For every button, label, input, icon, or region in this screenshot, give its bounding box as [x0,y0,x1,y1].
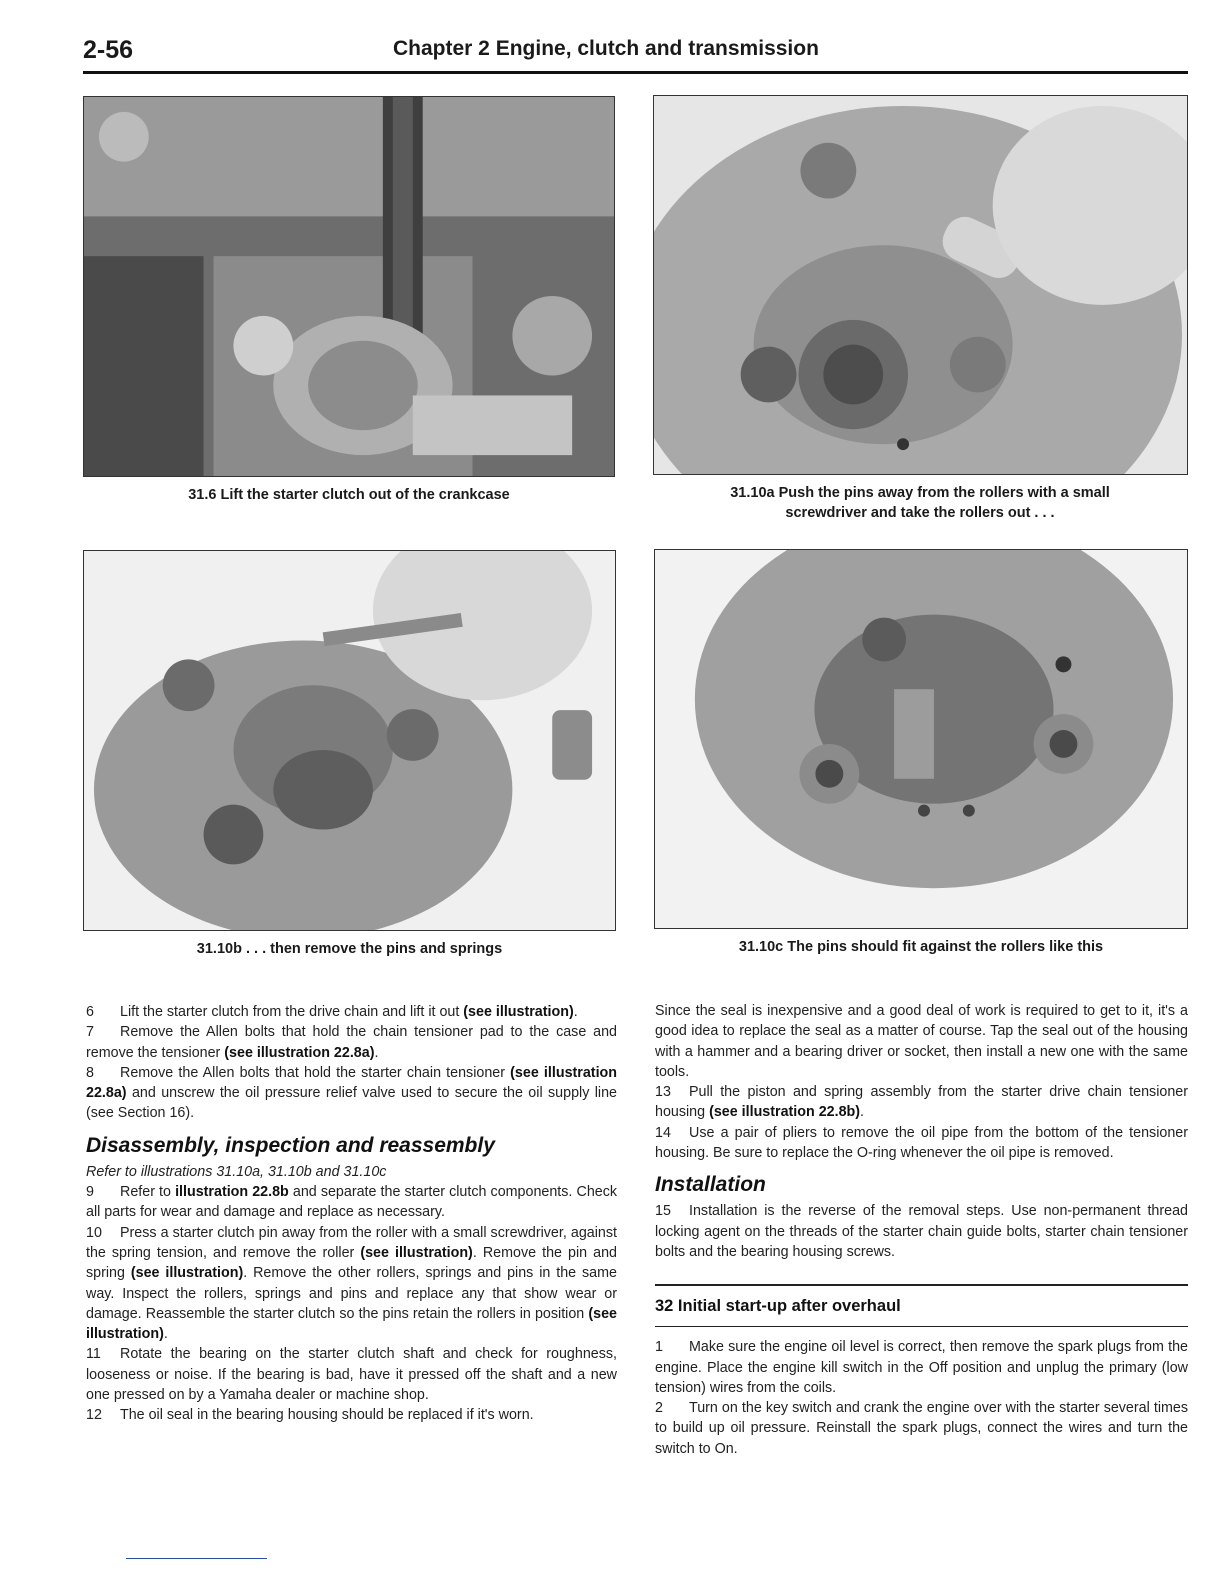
header-rule [83,71,1188,74]
left-text-column [86,1002,617,1426]
paragraph-6: 6 Lift the starter clutch from the drive chain and lift it out (see illustration). [86,1004,578,1020]
chapter-title: Chapter 2 Engine, clutch and transmission [393,37,819,60]
paragraph-13: 13 Pull the piston and spring assembly from the starter drive chain tensioner housing (see illustration 22.8b). [655,1084,1188,1121]
figure-caption-31-10b: 31.10b . . . then remove the pins and springs [196,941,503,957]
section-32-paragraph-1: 1 Make sure the engine oil level is correct, then remove the spark plugs from the engine. Place the engine kill switch in the Off position and unplug the primary (low tension) wires from the coils. [655,1339,1188,1396]
paragraph-7: 7 Remove the Allen bolts that hold the chain tensioner pad to the case and remove the tensioner (see illustration 22.8a). [86,1024,617,1061]
section-title-32: 32 Initial start-up after overhaul [655,1297,901,1316]
figure-caption-31-10a: 31.10a Push the pins away from the rollers with a small screwdriver and take the rollers out . . . [730,485,1110,521]
photo-starter-clutch-crankcase [83,96,615,477]
photo-pins-fit [654,549,1188,929]
section-32-paragraph-2: 2 Turn on the key switch and crank the engine over with the starter several times to build up oil pressure. Reinstall the spark plugs, connect the wires and turn the switch to On. [655,1400,1188,1457]
paragraph-10: 10 Press a starter clutch pin away from the roller with a small screwdriver, against the spring tension, and remove the roller (see illustration). Remove the pin and spring (see illustration). Remove the other rollers, springs and pins in the same way. Inspect the rollers, springs and pins and replace any that show wear or damage. Reassemble the starter clutch so the pins retain the rollers in position (see illustration). [86,1224,617,1343]
photo-push-pins [653,95,1188,475]
figure-caption-31-6: 31.6 Lift the starter clutch out of the crankcase [188,487,510,503]
paragraph-12: 12 The oil seal in the bearing housing should be replaced if it's worn. [86,1407,534,1424]
heading-installation: Installation [655,1173,766,1197]
page-number: 2-56 [83,36,134,64]
footnote-rule [126,1558,267,1559]
figure-caption-31-10c: 31.10c The pins should fit against the rollers like this [738,939,1104,955]
paragraph-14: 14 Use a pair of pliers to remove the oil pipe from the bottom of the tensioner housing. Be sure to replace the O-ring whenever the oil pipe is removed. [655,1124,1188,1162]
paragraph-11: 11 Rotate the bearing on the starter clutch shaft and check for roughness, looseness or noise. If the bearing is bad, have it pressed off the shaft and a new one pressed on by a Yamaha dealer or machine shop. [86,1346,617,1404]
paragraph-8: 8 Remove the Allen bolts that hold the starter chain tensioner (see illustration 22.8a) and unscrew the oil pressure relief valve used to secure the oil supply line (see Section 16). [86,1064,618,1122]
paragraph-9: 9 Refer to illustration 22.8b and separate the starter clutch components. Check all parts for wear and damage and replace as necessary. [86,1184,618,1221]
paragraph-15: 15 Installation is the reverse of the removal steps. Use non-permanent thread locking agent on the threads of the starter chain guide bolts, starter chain tensioner bolts and the bearing housing screws. [655,1203,1188,1260]
photo-remove-pins [83,550,616,931]
illustrations-reference: Refer to illustrations 31.10a, 31.10b and 31.10c [86,1163,387,1180]
section-rule-bottom [655,1326,1188,1327]
heading-disassembly: Disassembly, inspection and reassembly [86,1133,495,1157]
right-text-column [655,1001,1188,1459]
paragraph-12-continued: Since the seal is inexpensive and a good deal of work is required to get to it, it's a good idea to replace the seal as a matter of course. Tap the seal out of the housing with a hammer and a bearing driver or socket, then install a new one with the same tools. [655,1003,1188,1080]
